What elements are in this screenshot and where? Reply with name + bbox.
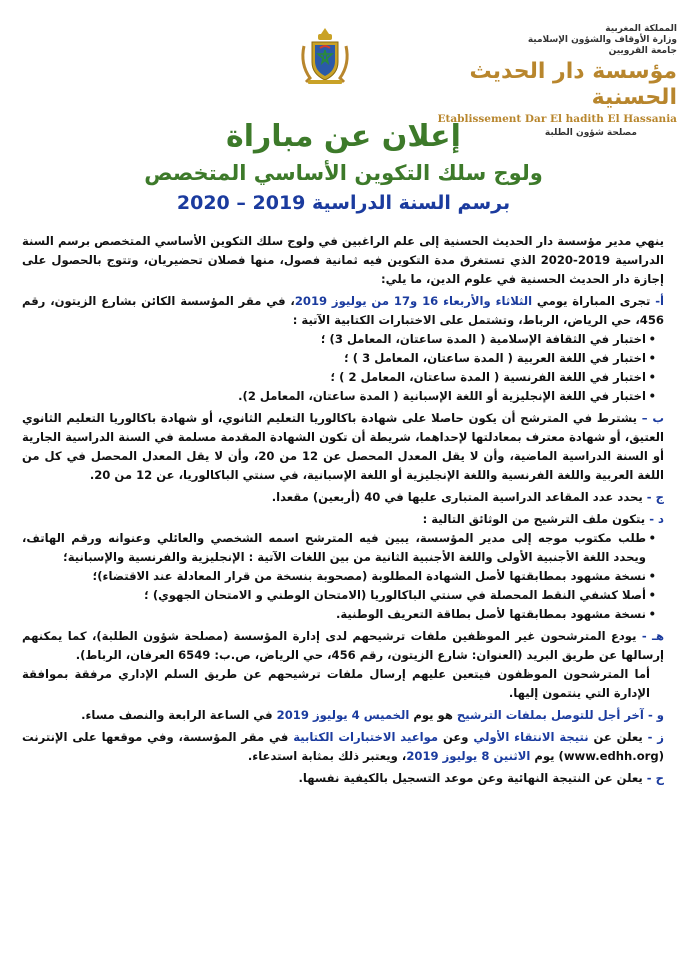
page-title: إعلان عن مباراة (226, 119, 461, 154)
deadline-label: آخر أجل للتوصل بملفات الترشيح (456, 708, 644, 722)
section-g-mark: ز - (647, 730, 664, 744)
exam-dates: الثلاثاء والأربعاء 16 و17 من يوليوز 2019 (294, 294, 533, 308)
section-e-text2: أما المترشحون الموظفون فيتعين عليهم إرسال ملفات ترشيحهم عن طريق السلم الإداري مرفقة بموافقة الإدارة التي ينتمون إليها. (22, 667, 650, 700)
section-g-p2: وعن (442, 730, 469, 744)
title-block (0, 118, 687, 216)
institution-name-ar: مؤسسة دار الحديث الحسنية (469, 59, 677, 110)
academic-year: برسم السنة الدراسية 2019 – 2020 (176, 192, 511, 214)
list-item: • طلب مكتوب موجه إلى مدير المؤسسة، يبين فيه المترشح اسمه الشخصي والعائلي وعنوانه ورقم الهاتف، ويحدد اللغة الأجنبية الأولى واللغة الأجنبية الثانية من بين اللغات الآتية : الإنجليزية والفرنسية والإسبانية؛ (22, 529, 654, 567)
section-h-text: يعلن عن النتيجة النهائية وعن موعد التسجيل بالكيفية نفسها. (298, 771, 643, 785)
list-item: • نسخة مشهود بمطابقتها لأصل بطاقة التعريف الوطنية. (22, 605, 654, 624)
exam-list (22, 330, 664, 406)
section-d-mark: د - (649, 512, 664, 526)
documents-list (22, 529, 664, 624)
section-c-text: يحدد عدد المقاعد الدراسية المتبارى عليها في 40 (أربعين) مقعدا. (271, 490, 643, 504)
announcement-body (22, 232, 664, 791)
department-label: مصلحة شؤون الطلبة (544, 128, 637, 138)
list-item: • أصلا كشفي النقط المحصلة في سنتي الباكالوريا (الامتحان الوطني و الامتحان الجهوي) ؛ (22, 586, 654, 605)
ministry-label: وزارة الأوقاف والشؤون الإسلامية (527, 35, 677, 45)
intro-paragraph: ينهي مدير مؤسسة دار الحديث الحسنية إلى علم الراغبين في ولوج سلك التكوين الأساسي المتخصص برسم السنة الدراسية 2019-2020 الذي تستغرق مدة التكوين فيه ثمانية فصول، منها فصلان تحضيريان، وتتوج بالحصول على إجازة دار الحديث الحسنية في علوم الدين، ما يلي: (22, 234, 664, 286)
list-item: • اختبار في اللغة الإنجليزية أو اللغة الإسبانية ( المدة ساعتان، المعامل 2). (22, 387, 654, 406)
section-g-p4: ، ويعتبر ذلك بمثابة استدعاء. (247, 749, 407, 763)
section-d (22, 510, 664, 624)
section-g (22, 728, 664, 766)
written-exam-dates: مواعيد الاختبارات الكتابية (293, 730, 439, 744)
moroccan-coat-of-arms-icon (296, 26, 354, 86)
list-item: • نسخة مشهود بمطابقتها لأصل الشهادة المطلوبة (مصحوبة بنسخة من قرار المعادلة عند الاقتضاء)؛ (22, 567, 654, 586)
section-e (22, 627, 664, 703)
list-item: • اختبار في الثقافة الإسلامية ( المدة ساعتان، المعامل 3) ؛ (22, 330, 654, 349)
section-h (22, 769, 664, 788)
section-e-text: يودع المترشحون غير الموظفين ملفات ترشيحهم لدى إدارة المؤسسة (مصلحة شؤون الطلبة)، كما يمكنهم إرسالها عن طريق البريد (العنوان: شارع الزيتون، رقم 456، حي الرياض، ص.ب: 6549 العرفان، الرباط). (22, 629, 664, 662)
page-subtitle: ولوج سلك التكوين الأساسي المتخصص (144, 161, 543, 185)
results-date: الاثنين 8 يوليوز 2019 (406, 749, 531, 763)
section-h-mark: ح - (646, 771, 664, 785)
section-f-mid: هو يوم (413, 708, 453, 722)
section-a-lead: تجرى المباراة يومي (536, 294, 651, 308)
institution-name-latin: Etablissement Dar El hadith El Hassania (437, 113, 677, 125)
section-b-mark: ب – (641, 411, 664, 425)
section-d-lead: يتكون ملف الترشيح من الوثائق التالية : (422, 512, 646, 526)
section-g-p3: في مقر المؤسسة، وفي موقعها على الإنترنت (www.edhh.org) يوم (22, 730, 664, 763)
section-b (22, 409, 664, 485)
section-c (22, 488, 664, 507)
section-a-mark: أ- (655, 294, 664, 308)
section-f-mark: و - (647, 708, 664, 722)
section-a-rest: ، في مقر المؤسسة الكائن بشارع الزيتون، رقم 456، حي الرياض، الرباط، وتشتمل على الاختبارات الكتابية الآتية : (22, 294, 664, 327)
section-b-text: يشترط في المترشح أن يكون حاصلا على شهادة باكالوريا التعليم الثانوي، أو شهادة باكالوريا التعليم الثانوي العتيق، أو شهادة معترف بمعادلتها لإحداهما، شريطة أن تكون الشهادة المقدمة مسلمة في السنة الدراسية الجارية أو السنة الدراسية الماضية، وأن لا يقل المعدل المحصل عن 12 من 20، وأن لا يقل المعدل المحصل في كل من اللغة العربية واللغة الفرنسية واللغة الإنجليزية أو اللغة الإسبانية، في سنتي الباكالوريا، عن 12 من 20. (22, 411, 664, 482)
section-f (22, 706, 664, 725)
section-e-mark: هـ - (641, 629, 664, 643)
deadline-date: الخميس 4 يوليوز 2019 (276, 708, 410, 722)
section-a (22, 292, 664, 406)
list-item: • اختبار في اللغة العربية ( المدة ساعتان، المعامل 3 ) ؛ (22, 349, 654, 368)
section-g-p1: يعلن عن (593, 730, 643, 744)
university-label: جامعة القرويين (608, 46, 677, 56)
section-f-rest: في الساعة الرابعة والنصف مساء. (81, 708, 273, 722)
section-c-mark: ج - (646, 490, 664, 504)
preselection-results: نتيجة الانتقاء الأولي (473, 730, 589, 744)
list-item: • اختبار في اللغة الفرنسية ( المدة ساعتان، المعامل 2 ) ؛ (22, 368, 654, 387)
kingdom-label: المملكة المغربية (605, 24, 677, 34)
